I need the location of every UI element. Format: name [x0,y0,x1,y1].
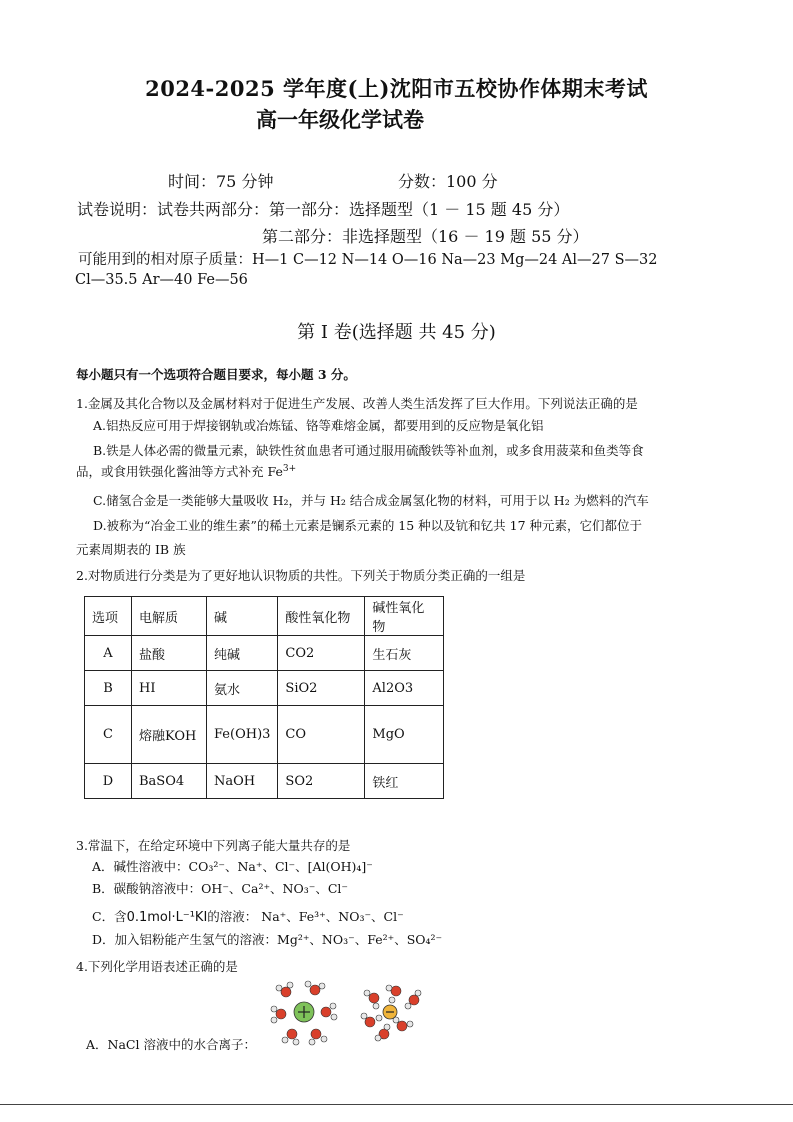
q3-option-c: C．含0.1mol·L⁻¹KI的溶液： Na⁺、Fe³⁺、NO₃⁻、Cl⁻ [92,909,404,925]
exam-subtitle: 高一年级化学试卷 [256,107,424,132]
water-molecule [276,982,293,997]
table-cell: A [85,636,132,671]
table-row [85,671,444,706]
q4-stem: 4.下列化学用语表述正确的是 [76,959,238,974]
table-cell: SiO2 [278,671,365,706]
hydrated-cation [271,981,337,1045]
q3-option-b: B．碳酸钠溶液中：OH⁻、Ca²⁺、NO₃⁻、Cl⁻ [92,881,349,896]
table-cell: 纯碱 [207,636,278,671]
table-header-row [85,597,444,636]
water-molecule [405,990,421,1009]
exam-title: 2024-2025 学年度(上)沈阳市五校协作体期末考试 [145,76,648,101]
water-molecule [309,1029,327,1045]
table-row [85,706,444,764]
section-title: 第 I 卷(选择题 共 45 分) [297,322,496,343]
water-molecule [271,1006,286,1023]
atomic-mass-line1: 可能用到的相对原子质量：H—1 C—12 N—14 O—16 Na—23 Mg—24 Al—27 S—32 [78,252,658,268]
water-molecule [386,985,401,1003]
q4-option-a: A．NaCl 溶液中的水合离子： [86,1037,256,1052]
table-cell: Al2O3 [365,671,444,706]
cation-icon [294,1002,314,1022]
table-cell: 生石灰 [365,636,444,671]
water-molecule [364,990,379,1009]
exam-description-line1: 试卷说明：试卷共两部分：第一部分：选择题型（1 － 15 题 45 分） [77,200,570,219]
exam-time: 时间：75 分钟 [168,172,274,191]
page-bottom-divider [0,1104,793,1105]
q2-stem: 2.对物质进行分类是为了更好地认识物质的共性。下列关于物质分类正确的一组是 [76,568,526,583]
table-cell: 盐酸 [132,636,207,671]
water-molecule [361,1013,382,1027]
table-cell: C [85,706,132,764]
hydrated-anion [361,985,421,1041]
section-instruction: 每小题只有一个选项符合题目要求，每小题 3 分。 [76,367,356,382]
q1-option-a: A.铝热反应可用于焊接钢轨或冶炼锰、铬等难熔金属，都要用到的反应物是氧化铝 [93,418,544,433]
table-header-cell: 酸性氧化物 [278,597,365,636]
table-cell: 铁红 [365,764,444,799]
q3-stem: 3.常温下，在给定环境中下列离子能大量共存的是 [76,838,351,853]
table-cell: CO2 [278,636,365,671]
q1-option-b-line1: B.铁是人体必需的微量元素，缺铁性贫血患者可通过服用硫酸铁等补血剂，或多食用菠菜和鱼类等食 [93,443,644,458]
water-molecule [321,1003,337,1020]
table-cell: BaSO4 [132,764,207,799]
table-cell: HI [132,671,207,706]
q3-option-a: A．碱性溶液中：CO₃²⁻、Na⁺、Cl⁻、[Al(OH)₄]⁻ [92,859,373,874]
exam-score: 分数：100 分 [398,172,498,191]
table-row [85,636,444,671]
q1-option-d-line2: 元素周期表的 IB 族 [76,542,186,557]
table-header-cell: 选项 [85,597,132,636]
water-molecule [305,981,325,995]
table-header-cell: 碱 [207,597,278,636]
table-cell: Fe(OH)3 [207,706,278,764]
table-cell: MgO [365,706,444,764]
q1-option-d-line1: D.被称为“冶金工业的维生素”的稀土元素是镧系元素的 15 种以及钪和钇共 17 种元素，它们都位于 [93,518,643,533]
anion-icon [383,1005,397,1019]
q1-stem: 1.金属及其化合物以及金属材料对于促进生产发展、改善人类生活发挥了巨大作用。下列说法正确的是 [76,396,638,411]
table-header-cell: 电解质 [132,597,207,636]
table-cell: D [85,764,132,799]
q3-option-d: D．加入铝粉能产生氢气的溶液：Mg²⁺、NO₃⁻、Fe²⁺、SO₄²⁻ [92,932,443,947]
q2-classification-table [84,596,444,799]
water-molecule [393,1017,413,1031]
exam-description-line2: 第二部分：非选择题型（16 － 19 题 55 分） [262,227,589,246]
hydrated-ions-illustration [268,978,428,1048]
table-cell: SO2 [278,764,365,799]
water-molecule [375,1024,390,1041]
table-row [85,764,444,799]
table-cell: 氨水 [207,671,278,706]
table-cell: NaOH [207,764,278,799]
table-cell: 熔融KOH [132,706,207,764]
q1-option-b-line2: 品，或食用铁强化酱油等方式补充 $Fe^{3+}$ [76,463,297,479]
q1-option-c: C.储氢合金是一类能够大量吸收 H₂，并与 H₂ 结合成金属氢化物的材料，可用于以 H₂ 为燃料的汽车 [93,493,649,508]
table-header-cell: 碱性氧化物 [365,597,444,636]
table-cell: CO [278,706,365,764]
table-cell: B [85,671,132,706]
water-molecule [282,1029,299,1045]
atomic-mass-line2: Cl—35.5 Ar—40 Fe—56 [75,272,248,288]
